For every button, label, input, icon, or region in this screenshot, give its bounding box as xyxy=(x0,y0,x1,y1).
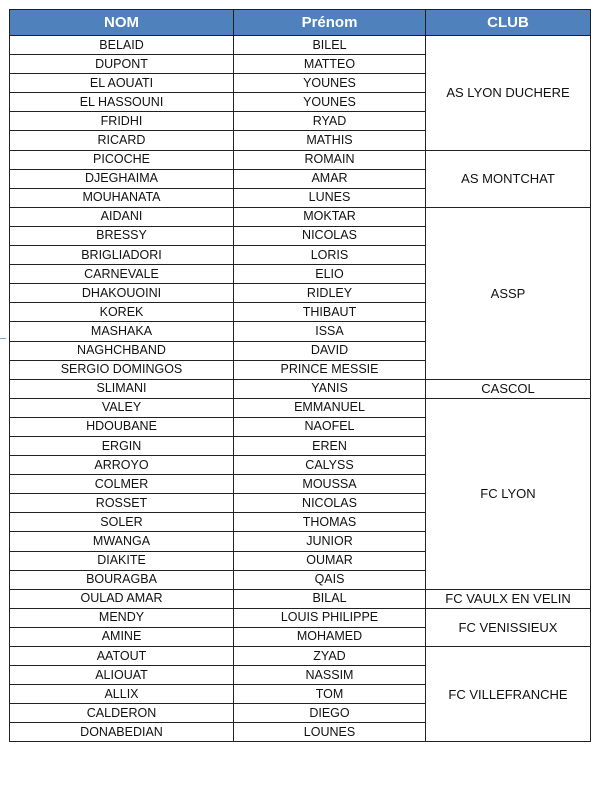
stray-edge-mark xyxy=(0,338,6,339)
cell-prenom: NICOLAS xyxy=(234,226,426,245)
column-header-prenom: Prénom xyxy=(234,10,426,36)
cell-prenom: PRINCE MESSIE xyxy=(234,360,426,379)
cell-nom: MOUHANATA xyxy=(10,188,234,207)
cell-prenom: BILAL xyxy=(234,589,426,608)
roster-sheet xyxy=(9,9,591,742)
cell-nom: SOLER xyxy=(10,513,234,532)
cell-club: AS MONTCHAT xyxy=(426,150,591,207)
cell-nom: ERGIN xyxy=(10,436,234,455)
cell-prenom: MATTEO xyxy=(234,55,426,74)
cell-nom: HDOUBANE xyxy=(10,417,234,436)
cell-prenom: QAIS xyxy=(234,570,426,589)
cell-prenom: MOUSSA xyxy=(234,475,426,494)
cell-club: FC VILLEFRANCHE xyxy=(426,647,591,742)
cell-prenom: MATHIS xyxy=(234,131,426,150)
cell-prenom: JUNIOR xyxy=(234,532,426,551)
cell-prenom: MOHAMED xyxy=(234,627,426,646)
cell-prenom: BILEL xyxy=(234,36,426,55)
cell-nom: RICARD xyxy=(10,131,234,150)
cell-nom: ARROYO xyxy=(10,456,234,475)
cell-nom: ALLIX xyxy=(10,685,234,704)
cell-prenom: RYAD xyxy=(234,112,426,131)
cell-prenom: ROMAIN xyxy=(234,150,426,169)
table-row xyxy=(10,398,591,417)
cell-nom: DONABEDIAN xyxy=(10,723,234,742)
cell-nom: AATOUT xyxy=(10,647,234,666)
cell-nom: KOREK xyxy=(10,303,234,322)
cell-nom: DJEGHAIMA xyxy=(10,169,234,188)
cell-prenom: EREN xyxy=(234,436,426,455)
roster-table xyxy=(9,9,591,742)
cell-nom: BOURAGBA xyxy=(10,570,234,589)
cell-club: AS LYON DUCHERE xyxy=(426,36,591,151)
cell-nom: BRESSY xyxy=(10,226,234,245)
cell-nom: PICOCHE xyxy=(10,150,234,169)
cell-nom: EL AOUATI xyxy=(10,74,234,93)
cell-prenom: THIBAUT xyxy=(234,303,426,322)
cell-nom: DHAKOUOINI xyxy=(10,284,234,303)
cell-prenom: YOUNES xyxy=(234,74,426,93)
cell-prenom: THOMAS xyxy=(234,513,426,532)
cell-prenom: AMAR xyxy=(234,169,426,188)
table-row xyxy=(10,608,591,627)
table-row xyxy=(10,36,591,55)
cell-nom: SERGIO DOMINGOS xyxy=(10,360,234,379)
cell-club: FC LYON xyxy=(426,398,591,589)
cell-nom: BELAID xyxy=(10,36,234,55)
cell-prenom: NAOFEL xyxy=(234,417,426,436)
cell-nom: DIAKITE xyxy=(10,551,234,570)
column-header-club: CLUB xyxy=(426,10,591,36)
cell-prenom: YOUNES xyxy=(234,93,426,112)
cell-nom: SLIMANI xyxy=(10,379,234,398)
cell-prenom: LORIS xyxy=(234,246,426,265)
cell-nom: FRIDHI xyxy=(10,112,234,131)
cell-prenom: TOM xyxy=(234,685,426,704)
cell-prenom: LUNES xyxy=(234,188,426,207)
cell-prenom: MOKTAR xyxy=(234,207,426,226)
cell-nom: ALIOUAT xyxy=(10,666,234,685)
column-header-nom: NOM xyxy=(10,10,234,36)
cell-prenom: LOUNES xyxy=(234,723,426,742)
cell-prenom: EMMANUEL xyxy=(234,398,426,417)
roster-body xyxy=(10,36,591,742)
cell-prenom: DIEGO xyxy=(234,704,426,723)
cell-prenom: LOUIS PHILIPPE xyxy=(234,608,426,627)
cell-nom: ROSSET xyxy=(10,494,234,513)
table-row xyxy=(10,379,591,398)
cell-prenom: YANIS xyxy=(234,379,426,398)
cell-nom: NAGHCHBAND xyxy=(10,341,234,360)
table-row xyxy=(10,589,591,608)
table-row xyxy=(10,647,591,666)
table-row xyxy=(10,150,591,169)
cell-prenom: DAVID xyxy=(234,341,426,360)
cell-prenom: NASSIM xyxy=(234,666,426,685)
table-row xyxy=(10,207,591,226)
cell-nom: MASHAKA xyxy=(10,322,234,341)
header-row xyxy=(10,10,591,36)
cell-prenom: NICOLAS xyxy=(234,494,426,513)
cell-nom: AIDANI xyxy=(10,207,234,226)
cell-nom: COLMER xyxy=(10,475,234,494)
cell-club: ASSP xyxy=(426,207,591,379)
cell-nom: DUPONT xyxy=(10,55,234,74)
cell-club: CASCOL xyxy=(426,379,591,398)
cell-prenom: CALYSS xyxy=(234,456,426,475)
cell-club: FC VENISSIEUX xyxy=(426,608,591,646)
cell-nom: AMINE xyxy=(10,627,234,646)
cell-prenom: ELIO xyxy=(234,265,426,284)
cell-prenom: ZYAD xyxy=(234,647,426,666)
cell-nom: CARNEVALE xyxy=(10,265,234,284)
cell-nom: MWANGA xyxy=(10,532,234,551)
cell-prenom: OUMAR xyxy=(234,551,426,570)
cell-nom: CALDERON xyxy=(10,704,234,723)
cell-nom: VALEY xyxy=(10,398,234,417)
cell-club: FC VAULX EN VELIN xyxy=(426,589,591,608)
cell-nom: MENDY xyxy=(10,608,234,627)
cell-nom: EL HASSOUNI xyxy=(10,93,234,112)
cell-nom: OULAD AMAR xyxy=(10,589,234,608)
cell-nom: BRIGLIADORI xyxy=(10,246,234,265)
cell-prenom: RIDLEY xyxy=(234,284,426,303)
cell-prenom: ISSA xyxy=(234,322,426,341)
